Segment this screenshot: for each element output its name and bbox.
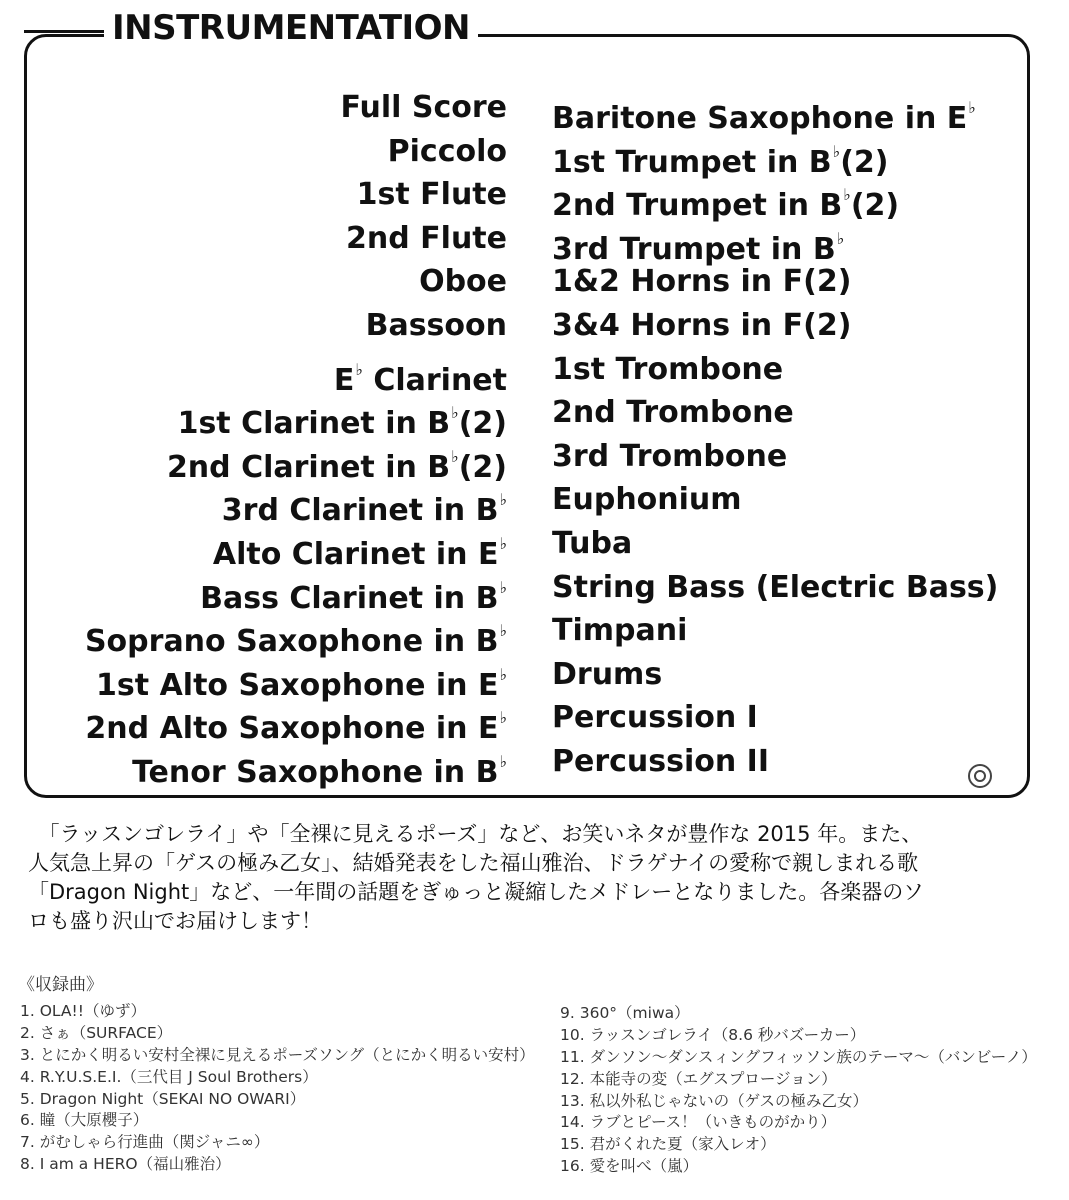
instrument-name: Alto Clarinet in E — [212, 536, 499, 572]
instrument-suffix: Clarinet — [362, 362, 507, 398]
track-item: 5. Dragon Night（SEKAI NO OWARI） — [20, 1089, 306, 1108]
flat-symbol: ♭ — [499, 490, 507, 510]
instrument-list-left — [84, 86, 507, 790]
instrument-item — [552, 304, 998, 348]
instrument-item — [552, 696, 998, 740]
flat-symbol: ♭ — [499, 621, 507, 641]
instrument-name: 1st Flute — [356, 177, 507, 213]
track-item: 16. 愛を叫べ（嵐） — [560, 1157, 699, 1176]
instrument-item — [552, 86, 998, 136]
instrument-name: Baritone Saxophone in E — [552, 101, 968, 136]
description-line: 「ラッスンゴレライ」や「全裸に見えるポーズ」など、お笑いネタが豊作な 2015 年。また、 — [28, 822, 923, 846]
instrument-item — [552, 173, 998, 224]
instrument-item — [552, 478, 998, 522]
track-item: 11. ダンソン〜ダンスィングフィッソン族のテーマ〜（バンビーノ） — [560, 1047, 1037, 1066]
box-title: INSTRUMENTATION — [104, 8, 478, 48]
instrument-name: 2nd Trumpet in B — [552, 188, 843, 224]
instrument-item — [552, 522, 998, 566]
instrument-item — [85, 348, 507, 398]
instrument-item — [552, 217, 998, 267]
instrument-name: 2nd Clarinet in B — [166, 449, 451, 485]
instrument-item — [85, 653, 507, 703]
flat-symbol: ♭ — [836, 228, 845, 248]
flat-symbol: ♭ — [355, 359, 363, 379]
track-item: 3. とにかく明るい安村全裸に見えるポーズソング（とにかく明るい安村） — [20, 1045, 535, 1064]
instrument-item — [552, 566, 998, 610]
instrument-item — [85, 130, 507, 174]
instrument-suffix: (2) — [850, 188, 900, 224]
flat-symbol: ♭ — [843, 185, 851, 205]
description-line: 人気急上昇の「ゲスの極み乙女」、結婚発表をした福山雅治、ドラゲナイの愛称で親しまれる歌 — [28, 851, 919, 875]
track-item: 10. ラッスンゴレライ（8.6 秒バズーカー） — [560, 1025, 866, 1044]
instrument-suffix: (2) — [458, 449, 507, 485]
track-item: 6. 瞳（大原櫻子） — [20, 1111, 149, 1130]
instrument-item — [84, 609, 507, 660]
flat-symbol: ♭ — [499, 533, 507, 553]
track-item: 15. 君がくれた夏（家入レオ） — [560, 1135, 776, 1154]
instrument-name: 1st Trombone — [552, 351, 784, 387]
instrument-item — [552, 609, 998, 653]
instrument-name: Percussion II — [552, 743, 770, 779]
instrument-item — [552, 260, 998, 304]
instrument-item — [85, 217, 507, 261]
instrument-item — [552, 130, 998, 180]
flat-symbol: ♭ — [968, 98, 976, 117]
instrument-name: 2nd Alto Saxophone in E — [85, 711, 499, 747]
description-line: ロも盛り沢山でお届けします！ — [28, 909, 322, 933]
track-item: 12. 本能寺の変（エグスプロージョン） — [560, 1069, 837, 1088]
instrument-item — [85, 435, 507, 485]
instrument-name: Piccolo — [387, 133, 507, 169]
flat-symbol: ♭ — [499, 577, 507, 597]
instrument-item — [85, 478, 507, 529]
flat-symbol: ♭ — [451, 446, 459, 466]
instrument-item — [552, 435, 998, 479]
instrument-item — [552, 348, 998, 392]
instrument-name: 3rd Trombone — [552, 438, 788, 474]
instrument-name: Drums — [552, 656, 663, 692]
instrument-name: 1&2 Horns in F(2) — [552, 264, 852, 300]
track-item: 8. I am a HERO（福山雅治） — [20, 1155, 231, 1174]
track-item: 2. さぁ（SURFACE） — [20, 1023, 173, 1042]
track-item: 9. 360°（miwa） — [560, 1004, 690, 1022]
flat-symbol: ♭ — [499, 751, 507, 771]
description-line: 「Dragon Night」など、一年間の話題をぎゅっと凝縮したメドレーとなりました。各楽器のソ — [28, 880, 924, 904]
instrument-item — [85, 260, 507, 304]
instrument-name: 3rd Trumpet in B — [552, 231, 836, 267]
instrument-name: Bassoon — [365, 307, 507, 343]
flat-symbol: ♭ — [499, 664, 507, 684]
instrument-suffix: (2) — [840, 144, 889, 180]
instrument-item — [552, 653, 998, 697]
instrument-item — [85, 522, 507, 572]
instrument-name: Oboe — [419, 264, 507, 300]
instrument-name: Bass Clarinet in B — [200, 580, 499, 616]
instrument-item — [552, 740, 998, 784]
instrument-name: Percussion I — [552, 700, 758, 736]
flat-symbol: ♭ — [451, 403, 459, 423]
instrument-name: 3&4 Horns in F(2) — [552, 307, 852, 343]
instrument-name: Tuba — [552, 525, 633, 561]
tracks-title: 《収録曲》 — [18, 975, 103, 995]
description — [28, 820, 1038, 936]
flat-symbol: ♭ — [499, 708, 507, 728]
track-item: 4. R.Y.U.S.E.I.（三代目 J Soul Brothers） — [20, 1067, 318, 1086]
instrument-name: E — [333, 362, 355, 398]
instrument-name: Full Score — [340, 90, 507, 125]
instrument-name: 1st Trumpet in B — [552, 144, 832, 180]
instrument-list-right — [552, 86, 998, 784]
instrument-item — [85, 566, 507, 616]
instrument-name: 1st Alto Saxophone in E — [96, 667, 499, 703]
instrument-name: Tenor Saxophone in B — [132, 754, 499, 790]
track-item: 7. がむしゃら行進曲（関ジャニ∞） — [20, 1133, 270, 1152]
track-item: 1. OLA!!（ゆず） — [20, 1002, 146, 1020]
title-rule-left — [24, 30, 104, 33]
instrument-name: Euphonium — [552, 482, 742, 518]
instrument-suffix: (2) — [458, 406, 507, 442]
instrument-name: 2nd Flute — [346, 220, 507, 256]
track-list-right — [560, 1003, 1037, 1178]
instrument-name: 2nd Trombone — [552, 395, 794, 431]
instrument-item — [85, 696, 507, 747]
instrument-item — [85, 391, 507, 442]
flat-symbol: ♭ — [832, 141, 841, 161]
track-list-left — [20, 1001, 535, 1176]
track-item: 14. ラブとピース！（いきものがかり） — [560, 1113, 837, 1132]
instrument-name: 1st Clarinet in B — [177, 406, 451, 442]
instrument-name: String Bass (Electric Bass) — [552, 569, 999, 605]
instrument-item — [85, 86, 507, 130]
instrument-item — [85, 173, 507, 217]
instrument-name: 3rd Clarinet in B — [221, 493, 499, 529]
track-item: 13. 私以外私じゃないの（ゲスの極み乙女） — [560, 1091, 868, 1110]
instrument-name: Soprano Saxophone in B — [84, 624, 499, 660]
double-circle-icon — [968, 764, 992, 788]
instrument-name: Timpani — [552, 613, 688, 649]
instrument-item — [552, 391, 998, 435]
instrument-item — [85, 304, 507, 348]
instrument-item — [85, 740, 507, 790]
